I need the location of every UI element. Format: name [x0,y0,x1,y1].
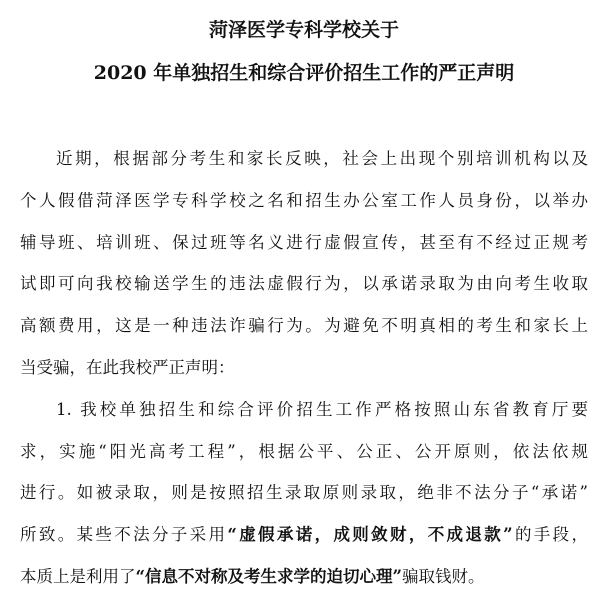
paragraph-line-11 [20,566,588,588]
line-11-text-before: 本质上是利用了 [20,567,136,586]
document-title-line-2: 2020 年单独招生和综合评价招生工作的严正声明 [93,62,515,84]
line-10-text-before: 所致。某些不法分子采用 [20,525,228,544]
line-11-emphasis: “信息不对称及考生求学的迫切心理” [135,567,402,586]
paragraph-line-9: 进行。如被录取，则是按照招生录取原则录取，绝非不法分子“承诺” [20,483,588,502]
paragraph-line-4: 试即可向我校输送学生的违法虚假行为，以承诺录取为由向考生收取 [20,274,588,293]
line-10-text-after: 的手段， [512,525,588,544]
paragraph-line-10 [20,524,588,546]
paragraph-line-5: 高额费用，这是一种违法诈骗行为。为避免不明真相的考生和家长上 [20,316,588,335]
paragraph-line-7: 1. 我校单独招生和综合评价招生工作严格按照山东省教育厅要 [56,400,588,419]
paragraph-line-6: 当受骗，在此我校严正声明： [20,358,235,377]
paragraph-line-3: 辅导班、培训班、保过班等名义进行虚假宣传，甚至有不经过正规考 [20,233,588,252]
line-10-emphasis: “虚假承诺，成则敛财，不成退款” [227,525,513,544]
paragraph-line-1: 近期，根据部分考生和家长反映，社会上出现个别培训机构以及 [56,149,588,168]
document-title-line-1: 菏泽医学专科学校关于 [208,19,399,41]
line-11-text-after: 骗取钱财。 [401,567,485,586]
paragraph-line-2: 个人假借菏泽医学专科学校之名和招生办公室工作人员身份，以举办 [20,191,588,210]
paragraph-line-8: 求，实施“阳光高考工程”，根据公平、公正、公开原则，依法依规 [20,442,588,461]
